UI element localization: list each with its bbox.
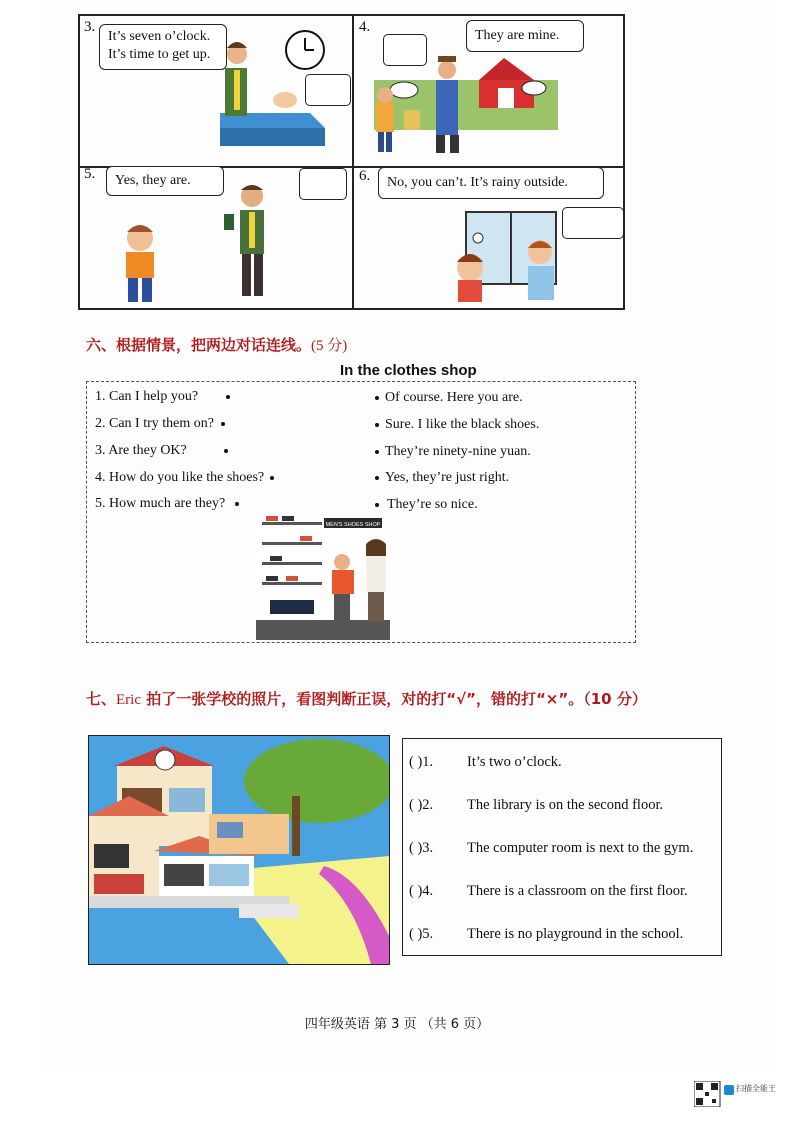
answer-blank[interactable]: ( )3. bbox=[409, 840, 434, 856]
section-7-title: 拍了一张学校的照片，看图判断正误，对的打“√”，错的打“×”。 bbox=[141, 690, 584, 708]
question-text: 1. Can I help you? bbox=[95, 389, 199, 404]
match-dot[interactable] bbox=[375, 503, 379, 507]
section-7-score: （10 分） bbox=[583, 690, 647, 708]
answer-text: They’re so nice. bbox=[387, 497, 478, 512]
panel-number: 6. bbox=[359, 168, 371, 184]
answer-blank[interactable]: ( )2. bbox=[409, 797, 434, 813]
answer-text: They’re ninety-nine yuan. bbox=[385, 444, 531, 459]
judgement-item bbox=[409, 926, 683, 943]
speech-bubble bbox=[99, 24, 227, 70]
panel-number: 5. bbox=[84, 166, 96, 182]
answer-text: Sure. I like the black shoes. bbox=[385, 417, 540, 432]
question-text: 5. How much are they? bbox=[95, 496, 226, 511]
shop-title: In the clothes shop bbox=[340, 362, 477, 379]
match-dot[interactable] bbox=[270, 476, 274, 480]
judgement-item bbox=[409, 883, 688, 900]
match-dot[interactable] bbox=[375, 476, 379, 480]
answer-item bbox=[375, 470, 509, 486]
match-dot[interactable] bbox=[375, 423, 379, 427]
question-item bbox=[95, 416, 225, 432]
rainy-window-illustration bbox=[448, 210, 568, 305]
judgement-item bbox=[409, 840, 693, 857]
match-dot[interactable] bbox=[375, 450, 379, 454]
question-item bbox=[95, 470, 274, 486]
judgement-text: The computer room is next to the gym. bbox=[467, 840, 694, 856]
farm-illustration bbox=[374, 50, 558, 162]
answer-item bbox=[375, 390, 523, 406]
section-7-prefix: 七、 bbox=[86, 690, 117, 708]
question-text: 3. Are they OK? bbox=[95, 443, 187, 458]
answer-item bbox=[375, 444, 531, 460]
answer-text: Of course. Here you are. bbox=[385, 390, 523, 405]
panel-number: 4. bbox=[359, 19, 371, 35]
judgement-item bbox=[409, 754, 562, 771]
question-text: 2. Can I try them on? bbox=[95, 416, 214, 431]
bubble-line: It’s seven o’clock. bbox=[108, 29, 211, 44]
answer-text: Yes, they’re just right. bbox=[385, 470, 510, 485]
answer-blank[interactable]: ( )4. bbox=[409, 883, 434, 899]
scanner-watermark bbox=[694, 1081, 786, 1107]
match-dot[interactable] bbox=[221, 422, 225, 426]
scanner-label: 扫描全能王 bbox=[736, 1084, 776, 1093]
section-6-score: (5 分) bbox=[311, 338, 348, 354]
match-dot[interactable] bbox=[224, 449, 228, 453]
page-footer: 四年级英语 第 3 页 （共 6 页） bbox=[304, 1017, 490, 1032]
speech-bubble: No, you can’t. It’s rainy outside. bbox=[378, 167, 604, 199]
section-6-title: 六、根据情景，把两边对话连线。 bbox=[86, 336, 312, 354]
speech-bubble: They are mine. bbox=[466, 20, 584, 52]
question-item bbox=[95, 496, 239, 512]
boy-and-father-with-socks-illustration bbox=[112, 180, 292, 305]
panel-number: 3. bbox=[84, 19, 96, 35]
bubble-line: It’s time to get up. bbox=[108, 47, 211, 62]
judgement-text: There is no playground in the school. bbox=[467, 926, 684, 942]
match-dot[interactable] bbox=[235, 502, 239, 506]
judgement-text: There is a classroom on the first floor. bbox=[467, 883, 688, 899]
shoe-shop-illustration bbox=[256, 516, 390, 640]
section-6-heading bbox=[86, 334, 347, 355]
judgement-text: It’s two o’clock. bbox=[467, 754, 562, 770]
section-7-heading bbox=[86, 688, 647, 709]
section-7-name: Eric bbox=[116, 692, 141, 708]
answer-blank[interactable]: ( )1. bbox=[409, 754, 434, 770]
empty-answer-bubble[interactable] bbox=[562, 207, 624, 239]
answer-blank[interactable]: ( )5. bbox=[409, 926, 434, 942]
empty-answer-bubble[interactable] bbox=[299, 168, 347, 200]
shop-sign: MEN'S SHOES SHOP bbox=[325, 522, 381, 528]
answer-item bbox=[375, 417, 539, 433]
question-item bbox=[95, 443, 228, 459]
school-picture bbox=[88, 735, 390, 965]
question-item bbox=[95, 389, 230, 405]
grid-divider bbox=[352, 16, 354, 308]
school-illustration bbox=[89, 736, 389, 964]
judgement-text: The library is on the second floor. bbox=[467, 797, 664, 813]
father-waking-child-illustration bbox=[215, 28, 350, 150]
answer-item bbox=[375, 497, 478, 513]
judgement-item bbox=[409, 797, 663, 814]
question-text: 4. How do you like the shoes? bbox=[95, 470, 265, 485]
match-dot[interactable] bbox=[375, 396, 379, 400]
speech-bubble: Yes, they are. bbox=[106, 166, 224, 196]
match-dot[interactable] bbox=[226, 395, 230, 399]
